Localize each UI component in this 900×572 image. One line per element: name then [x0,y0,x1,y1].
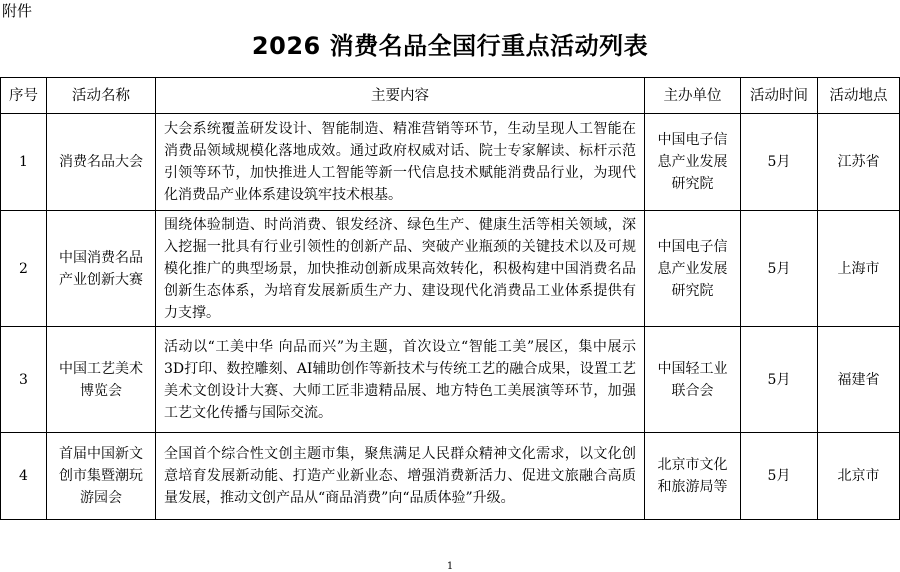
header-activity-location: 活动地点 [818,78,900,114]
cell-activity-location: 江苏省 [818,114,900,211]
cell-activity-name: 首届中国新文创市集暨潮玩游园会 [47,433,156,520]
table-row [1,211,900,327]
cell-main-content: 大会系统覆盖研发设计、智能制造、精准营销等环节，生动呈现人工智能在消费品领域规模化落地成效。通过政府权威对话、院士专家解读、标杆示范引领等环节，加快推进人工智能等新一代信息技术赋能消费品行业，为现代化消费品产业体系建设筑牢技术根基。 [156,114,645,211]
header-main-content: 主要内容 [156,78,645,114]
header-activity-time: 活动时间 [741,78,818,114]
cell-activity-name: 消费名品大会 [47,114,156,211]
cell-main-content: 活动以“工美中华 向品而兴”为主题，首次设立“智能工美”展区，集中展示3D打印、数控雕刻、AI辅助创作等新技术与传统工艺的融合成果，设置工艺美术文创设计大赛、大师工匠非遗精品展、地方特色工美展演等环节，加强工艺文化传播与国际交流。 [156,327,645,433]
cell-main-content: 全国首个综合性文创主题市集，聚焦满足人民群众精神文化需求，以文化创意培育发展新动能、打造产业新业态、增强消费新活力、促进文旅融合高质量发展，推动文创产品从“商品消费”向“品质体验”升级。 [156,433,645,520]
header-index: 序号 [1,78,47,114]
cell-organizer: 中国轻工业联合会 [645,327,741,433]
cell-activity-location: 北京市 [818,433,900,520]
header-activity-name: 活动名称 [47,78,156,114]
cell-organizer: 北京市文化和旅游局等 [645,433,741,520]
table-row [1,327,900,433]
cell-activity-time: 5月 [741,433,818,520]
cell-index: 3 [1,327,47,433]
cell-activity-time: 5月 [741,114,818,211]
cell-index: 2 [1,211,47,327]
table-header-row [1,78,900,114]
page-number: 1 [446,561,454,572]
cell-activity-time: 5月 [741,211,818,327]
table-row [1,114,900,211]
table-row [1,433,900,520]
header-organizer: 主办单位 [645,78,741,114]
cell-activity-location: 上海市 [818,211,900,327]
attachment-label: 附件 [2,2,33,20]
cell-activity-time: 5月 [741,327,818,433]
cell-organizer: 中国电子信息产业发展研究院 [645,114,741,211]
cell-activity-name: 中国消费名品产业创新大赛 [47,211,156,327]
cell-index: 4 [1,433,47,520]
cell-main-content: 围绕体验制造、时尚消费、银发经济、绿色生产、健康生活等相关领域，深入挖掘一批具有行业引领性的创新产品、突破产业瓶颈的关键技术以及可规模化推广的典型场景，加快推动创新成果高效转化，积极构建中国消费名品创新生态体系，为培育发展新质生产力、建设现代化消费品工业体系提供有力支撑。 [156,211,645,327]
cell-organizer: 中国电子信息产业发展研究院 [645,211,741,327]
cell-index: 1 [1,114,47,211]
page-title: 2026 消费名品全国行重点活动列表 [251,32,649,60]
cell-activity-name: 中国工艺美术博览会 [47,327,156,433]
activity-table [0,77,900,520]
cell-activity-location: 福建省 [818,327,900,433]
